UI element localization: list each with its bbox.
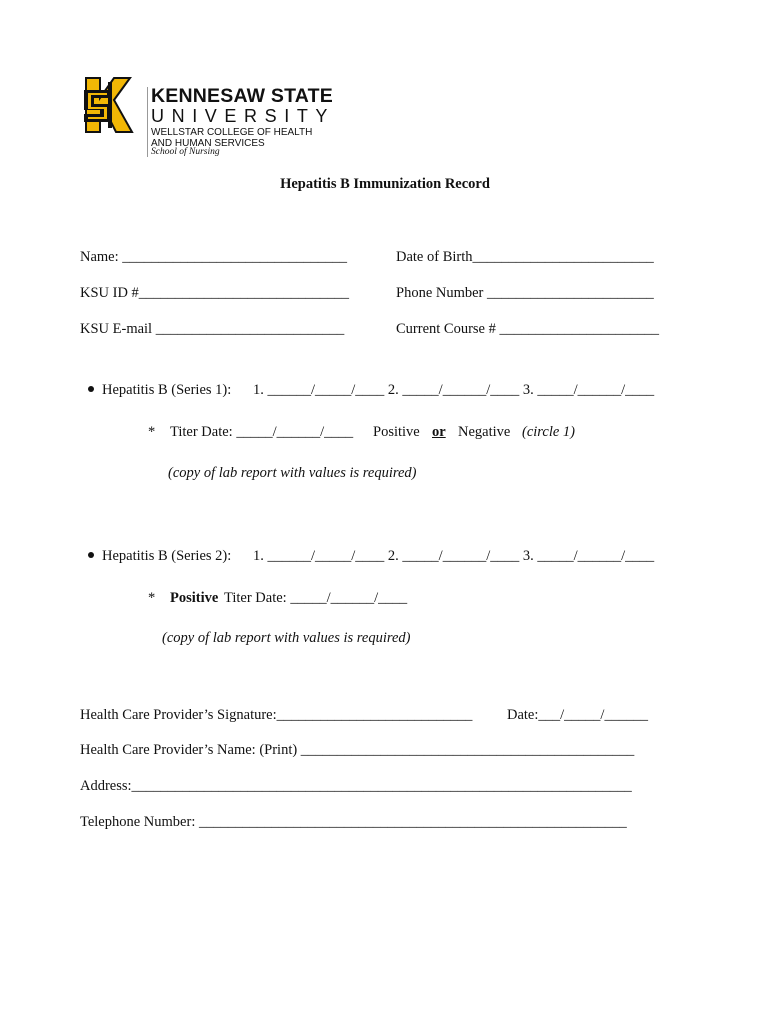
- series1-lab-report-note: (copy of lab report with values is required): [168, 465, 417, 481]
- series2-dose-dates[interactable]: 1. ______/_____/____ 2. _____/______/____ 3. _____/______/____: [253, 548, 655, 564]
- asterisk-icon: *: [148, 424, 156, 440]
- series1-circle-instruction: [522, 423, 575, 441]
- series2-titer-date-field[interactable]: Titer Date: _____/______/____: [224, 590, 408, 606]
- series2-label: Hepatitis B (Series 2):: [102, 548, 232, 564]
- college-name: [151, 127, 312, 149]
- university-name-line1: KENNESAW STATE: [151, 85, 333, 107]
- bullet-icon: [88, 552, 94, 558]
- provider-address-field[interactable]: Address:_____________________________________________________________________: [80, 778, 632, 794]
- college-name-line1: WELLSTAR COLLEGE OF HEALTH: [151, 127, 313, 138]
- series1-titer-date-field[interactable]: Titer Date: _____/______/____: [170, 424, 354, 440]
- logo-divider: [147, 87, 148, 157]
- ksu-logo-icon: [80, 74, 138, 136]
- phone-number-field[interactable]: Phone Number _______________________: [396, 285, 654, 301]
- asterisk-icon: *: [148, 590, 156, 606]
- school-name: School of Nursing: [151, 147, 220, 157]
- current-course-field[interactable]: Current Course # ______________________: [396, 321, 659, 337]
- name-field[interactable]: Name: _______________________________: [80, 249, 348, 265]
- provider-name-field[interactable]: Health Care Provider’s Name: (Print) ______________________________________________: [80, 742, 635, 758]
- provider-telephone-field[interactable]: Telephone Number: ___________________________________________________________: [80, 814, 627, 830]
- series2-lab-report-note: (copy of lab report with values is required): [162, 630, 411, 646]
- series1-label: Hepatitis B (Series 1):: [102, 382, 232, 398]
- ksu-email-field[interactable]: KSU E-mail __________________________: [80, 321, 345, 337]
- series1-negative-option[interactable]: Negative: [458, 424, 511, 440]
- provider-signature-field[interactable]: Health Care Provider’s Signature:___________________________: [80, 707, 473, 723]
- ksu-id-field[interactable]: KSU ID #_____________________________: [80, 285, 350, 301]
- date-of-birth-field[interactable]: Date of Birth_________________________: [396, 249, 654, 265]
- college-name-line2: AND HUMAN SERVICES: [151, 138, 265, 149]
- series2-positive-label: Positive: [170, 590, 219, 606]
- bullet-icon: [88, 386, 94, 392]
- university-name-line2: UNIVERSITY: [151, 106, 336, 126]
- series1-or-text: or: [432, 424, 446, 440]
- series1-positive-option[interactable]: Positive: [373, 424, 420, 440]
- series1-dose-dates[interactable]: 1. ______/_____/____ 2. _____/______/____ 3. _____/______/____: [253, 382, 655, 398]
- circle-instruction-text: (circle 1): [522, 424, 576, 440]
- document-title: Hepatitis B Immunization Record: [280, 176, 490, 192]
- provider-date-field[interactable]: Date:___/_____/______: [507, 707, 648, 723]
